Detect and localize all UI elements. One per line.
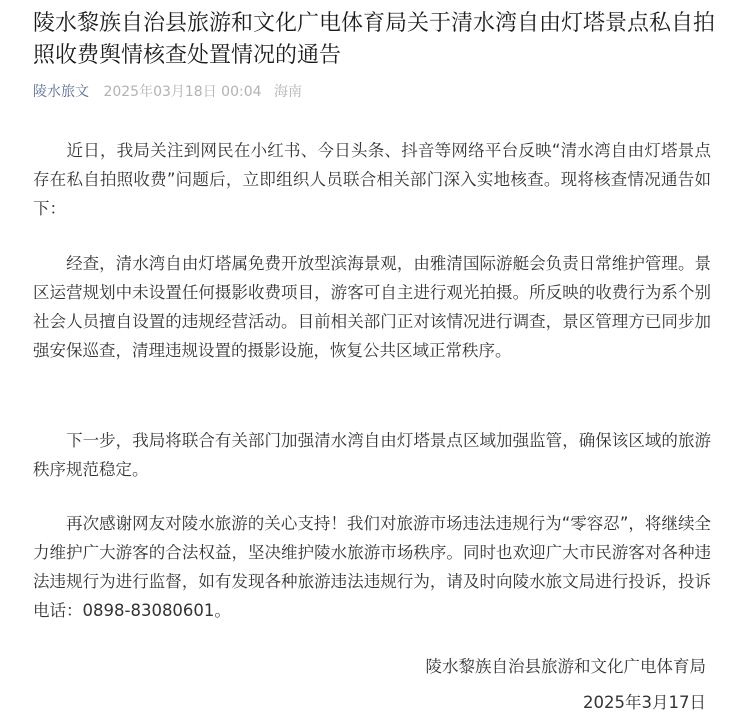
article-title: 陵水黎族自治县旅游和文化广电体育局关于清水湾自由灯塔景点私自拍照收费舆情核查处置情况的通告 xyxy=(33,11,716,68)
publish-region: 海南 xyxy=(273,84,302,100)
paragraph-next-steps: 下一步，我局将联合有关部门加强清水湾自由灯塔景点区域加强监管，确保该区域的旅游秩序规范稳定。 xyxy=(33,431,711,479)
signature-organization: 陵水黎族自治县旅游和文化广电体育局 xyxy=(425,657,706,676)
paragraph-intro: 近日，我局关注到网民在小红书、今日头条、抖音等网络平台反映“清水湾自由灯塔景点存在私自拍照收费”问题后，立即组织人员联合相关部门深入实地核查。现将核查情况通告如下： xyxy=(33,141,711,218)
account-name-link[interactable]: 陵水旅文 xyxy=(33,84,89,100)
article-meta xyxy=(33,82,302,102)
paragraph-closing: 再次感谢网友对陵水旅游的关心支持！我们对旅游市场违法违规行为“零容忍”，将继续全力维护广大游客的合法权益，坚决维护陵水旅游市场秩序。同时也欢迎广大市民游客对各种违法违规行为进行监督，如有发现各种旅游违法违规行为，请及时向陵水旅文局进行投诉，投诉电话：0898-83080601。 xyxy=(33,514,711,620)
publish-datetime: 2025年03月18日 00:04 xyxy=(103,84,262,100)
paragraph-findings: 经查，清水湾自由灯塔属免费开放型滨海景观，由雅清国际游艇会负责日常维护管理。景区运营规划中未设置任何摄影收费项目，游客可自主进行观光拍摄。所反映的收费行为系个别社会人员擅自设置的违规经营活动。目前相关部门正对该情况进行调查，景区管理方已同步加强安保巡查，清理违规设置的摄影设施，恢复公共区域正常秩序。 xyxy=(33,254,711,360)
signature-date: 2025年3月17日 xyxy=(583,693,706,712)
